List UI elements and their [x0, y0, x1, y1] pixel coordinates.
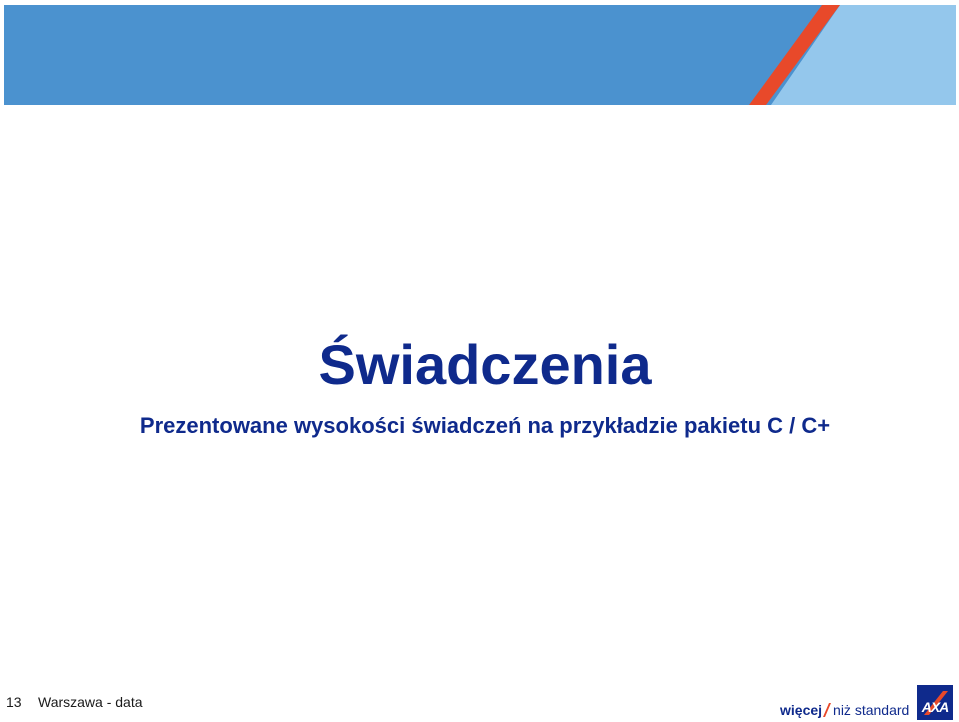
- red-slash-icon: [823, 703, 831, 717]
- axa-logo-text: AXA: [921, 699, 949, 715]
- header-band: [4, 5, 956, 105]
- brand-tagline: [780, 700, 909, 720]
- tagline-light: niż standard: [833, 702, 910, 718]
- header-band-graphic: [4, 5, 956, 105]
- slide-title: Świadczenia: [318, 333, 652, 396]
- footer-text: Warszawa - data: [38, 694, 143, 710]
- axa-logo: [917, 685, 953, 720]
- page-number: 13: [6, 694, 22, 710]
- tagline-bold: więcej: [780, 702, 823, 718]
- slide-subtitle: Prezentowane wysokości świadczeń na przykładzie pakietu C / C+: [139, 413, 831, 438]
